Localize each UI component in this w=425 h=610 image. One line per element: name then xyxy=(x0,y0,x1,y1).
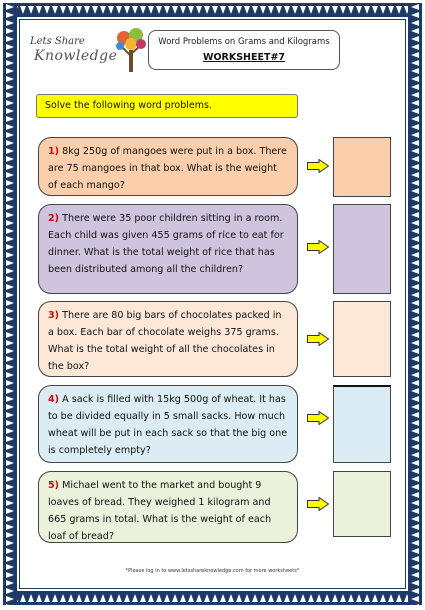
logo-text-line1: Lets Share xyxy=(30,36,85,47)
right-arrow-icon xyxy=(307,332,329,346)
answer-box-3[interactable] xyxy=(333,301,391,377)
problem-text: Michael went to the market and bought 9 loaves of bread. They weighed 1 kilogram and 665 grams in total. What is the weight of each loaf of bread? xyxy=(48,480,272,542)
border-right xyxy=(408,3,422,605)
answer-box-4[interactable] xyxy=(333,385,391,463)
answer-box-5[interactable] xyxy=(333,471,391,537)
answer-box-2[interactable] xyxy=(333,204,391,294)
worksheet-number: WORKSHEET#7 xyxy=(202,52,286,63)
problem-box-3 xyxy=(38,301,298,377)
site-logo xyxy=(26,26,146,82)
right-arrow-icon xyxy=(307,159,329,173)
border-left xyxy=(3,3,17,605)
problem-number: 4) xyxy=(48,394,60,405)
problem-box-2 xyxy=(38,204,298,294)
border-top xyxy=(3,3,422,17)
answer-box-1[interactable] xyxy=(333,137,391,197)
problem-box-5 xyxy=(38,471,298,543)
problem-box-4 xyxy=(38,385,298,463)
logo-text-line2: Knowledge xyxy=(34,48,118,64)
title-box xyxy=(148,30,340,70)
problem-number: 3) xyxy=(48,310,60,321)
right-arrow-icon xyxy=(307,240,329,254)
problem-box-1 xyxy=(38,137,298,196)
problem-text: 8kg 250g of mangoes were put in a box. There are 75 mangoes in that box. What is the weight of each mango? xyxy=(48,146,287,191)
problem-text: There are 80 big bars of chocolates packed in a box. Each bar of chocolate weighs 375 grams. What is the total weight of all the chocolates in the box? xyxy=(48,310,282,372)
border-bottom xyxy=(3,591,422,605)
problem-text: There were 35 poor children sitting in a room. Each child was given 455 grams of rice to eat for dinner. What is the total weight of rice that has been distributed among all the children? xyxy=(48,213,284,275)
tree-logo-icon xyxy=(114,26,148,74)
right-arrow-icon xyxy=(307,411,329,425)
problem-text: A sack is filled with 15kg 500g of wheat. It has to be divided equally in 5 small sacks. How much wheat will be put in each sack so that the big one is completely empty? xyxy=(48,394,288,456)
worksheet-title: Word Problems on Grams and Kilograms xyxy=(158,37,330,47)
problem-number: 5) xyxy=(48,480,60,491)
problem-number: 2) xyxy=(48,213,60,224)
right-arrow-icon xyxy=(307,497,329,511)
footer-note: *Please log in to www.letsshareknowledge.com for more worksheets* xyxy=(125,568,300,574)
problem-number: 1) xyxy=(48,146,60,157)
instruction-banner: Solve the following word problems. xyxy=(36,94,298,118)
